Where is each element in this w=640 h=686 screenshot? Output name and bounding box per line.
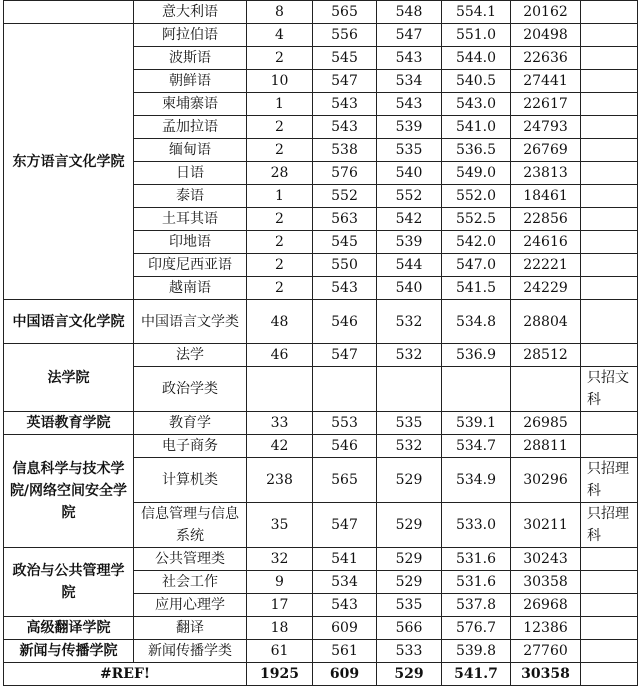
- note-cell: [581, 185, 638, 208]
- table-row: [4, 24, 638, 47]
- min-cell: 540: [377, 162, 442, 185]
- note-cell: [581, 594, 638, 617]
- min-cell: 539: [377, 231, 442, 254]
- major-cell: 电子商务: [134, 435, 247, 458]
- note-cell: [581, 47, 638, 70]
- total-note-cell: [581, 663, 638, 686]
- avg-cell: 541.0: [442, 116, 511, 139]
- avg-cell: 533.0: [442, 503, 511, 548]
- rank-cell: 30243: [511, 548, 581, 571]
- major-cell: 阿拉伯语: [134, 24, 247, 47]
- total-rank-cell: 30358: [511, 663, 581, 686]
- max-cell: 545: [313, 47, 377, 70]
- max-cell: 552: [313, 185, 377, 208]
- avg-cell: 540.5: [442, 70, 511, 93]
- note-cell: [581, 116, 638, 139]
- count-cell: 32: [247, 548, 313, 571]
- table-body: [4, 1, 638, 686]
- max-cell: 550: [313, 254, 377, 277]
- max-cell: 543: [313, 116, 377, 139]
- count-cell: 8: [247, 1, 313, 24]
- major-cell: 应用心理学: [134, 594, 247, 617]
- count-cell: 4: [247, 24, 313, 47]
- note-cell: [581, 344, 638, 367]
- major-cell: 越南语: [134, 277, 247, 300]
- rank-cell: 28512: [511, 344, 581, 367]
- count-cell: 10: [247, 70, 313, 93]
- max-cell: 547: [313, 503, 377, 548]
- rank-cell: 24793: [511, 116, 581, 139]
- count-cell: 9: [247, 571, 313, 594]
- min-cell: 535: [377, 139, 442, 162]
- note-cell: [581, 70, 638, 93]
- rank-cell: 26769: [511, 139, 581, 162]
- major-cell: 土耳其语: [134, 208, 247, 231]
- rank-cell: 30296: [511, 458, 581, 503]
- college-cell: 信息科学与技术学院/网络空间安全学院: [4, 435, 134, 548]
- table-row: [4, 548, 638, 571]
- rank-cell: 22856: [511, 208, 581, 231]
- total-count-cell: 1925: [247, 663, 313, 686]
- count-cell: 48: [247, 300, 313, 344]
- max-cell: 545: [313, 231, 377, 254]
- major-cell: 缅甸语: [134, 139, 247, 162]
- table-row: [4, 435, 638, 458]
- major-cell: 法学: [134, 344, 247, 367]
- note-cell: [581, 93, 638, 116]
- avg-cell: 539.8: [442, 640, 511, 663]
- min-cell: 539: [377, 116, 442, 139]
- major-cell: 意大利语: [134, 1, 247, 24]
- note-cell: [581, 640, 638, 663]
- count-cell: 1: [247, 93, 313, 116]
- max-cell: [313, 367, 377, 412]
- major-cell: 日语: [134, 162, 247, 185]
- max-cell: 563: [313, 208, 377, 231]
- max-cell: 565: [313, 1, 377, 24]
- major-cell: 中国语言文学类: [134, 300, 247, 344]
- major-cell: 柬埔寨语: [134, 93, 247, 116]
- min-cell: 543: [377, 93, 442, 116]
- max-cell: 565: [313, 458, 377, 503]
- count-cell: 2: [247, 139, 313, 162]
- rank-cell: 22617: [511, 93, 581, 116]
- avg-cell: 534.9: [442, 458, 511, 503]
- max-cell: 547: [313, 344, 377, 367]
- note-cell: [581, 162, 638, 185]
- total-max-cell: 609: [313, 663, 377, 686]
- rank-cell: 30358: [511, 571, 581, 594]
- college-cell: 中国语言文化学院: [4, 300, 134, 344]
- min-cell: 566: [377, 617, 442, 640]
- rank-cell: 23813: [511, 162, 581, 185]
- note-cell: [581, 277, 638, 300]
- rank-cell: [511, 367, 581, 412]
- count-cell: 2: [247, 116, 313, 139]
- max-cell: 543: [313, 93, 377, 116]
- major-cell: 社会工作: [134, 571, 247, 594]
- count-cell: 28: [247, 162, 313, 185]
- max-cell: 543: [313, 594, 377, 617]
- min-cell: 532: [377, 300, 442, 344]
- avg-cell: 547.0: [442, 254, 511, 277]
- rank-cell: 27441: [511, 70, 581, 93]
- major-cell: 孟加拉语: [134, 116, 247, 139]
- max-cell: 561: [313, 640, 377, 663]
- avg-cell: 536.9: [442, 344, 511, 367]
- note-cell: [581, 435, 638, 458]
- count-cell: 46: [247, 344, 313, 367]
- table-row: [4, 617, 638, 640]
- count-cell: 2: [247, 47, 313, 70]
- avg-cell: 554.1: [442, 1, 511, 24]
- max-cell: 553: [313, 412, 377, 435]
- min-cell: 529: [377, 548, 442, 571]
- table-row: [4, 300, 638, 344]
- table-row: [4, 1, 638, 24]
- avg-cell: 531.6: [442, 571, 511, 594]
- min-cell: 529: [377, 503, 442, 548]
- note-cell: [581, 254, 638, 277]
- max-cell: 609: [313, 617, 377, 640]
- min-cell: 552: [377, 185, 442, 208]
- rank-cell: 18461: [511, 185, 581, 208]
- avg-cell: 542.0: [442, 231, 511, 254]
- avg-cell: 537.8: [442, 594, 511, 617]
- total-avg-cell: 541.7: [442, 663, 511, 686]
- college-cell: 东方语言文化学院: [4, 24, 134, 300]
- min-cell: 532: [377, 435, 442, 458]
- max-cell: 541: [313, 548, 377, 571]
- note-cell: [581, 208, 638, 231]
- min-cell: 547: [377, 24, 442, 47]
- avg-cell: 539.1: [442, 412, 511, 435]
- min-cell: 535: [377, 594, 442, 617]
- rank-cell: 30211: [511, 503, 581, 548]
- major-cell: 泰语: [134, 185, 247, 208]
- note-cell: [581, 231, 638, 254]
- admission-scores-table: [3, 0, 638, 686]
- avg-cell: [442, 367, 511, 412]
- count-cell: 42: [247, 435, 313, 458]
- min-cell: 535: [377, 412, 442, 435]
- major-cell: 计算机类: [134, 458, 247, 503]
- avg-cell: 551.0: [442, 24, 511, 47]
- major-cell: 公共管理类: [134, 548, 247, 571]
- avg-cell: 549.0: [442, 162, 511, 185]
- count-cell: 17: [247, 594, 313, 617]
- note-cell: 只招文科: [581, 367, 638, 412]
- rank-cell: 22636: [511, 47, 581, 70]
- note-cell: [581, 412, 638, 435]
- total-label-cell: #REF!: [4, 663, 247, 686]
- max-cell: 543: [313, 277, 377, 300]
- count-cell: 2: [247, 254, 313, 277]
- avg-cell: 552.0: [442, 185, 511, 208]
- avg-cell: 576.7: [442, 617, 511, 640]
- min-cell: [377, 367, 442, 412]
- major-cell: 信息管理与信息系统: [134, 503, 247, 548]
- rank-cell: 26968: [511, 594, 581, 617]
- college-cell: 法学院: [4, 344, 134, 412]
- avg-cell: 552.5: [442, 208, 511, 231]
- total-min-cell: 529: [377, 663, 442, 686]
- note-cell: [581, 300, 638, 344]
- max-cell: 546: [313, 300, 377, 344]
- rank-cell: 28804: [511, 300, 581, 344]
- rank-cell: 20162: [511, 1, 581, 24]
- avg-cell: 534.8: [442, 300, 511, 344]
- count-cell: 35: [247, 503, 313, 548]
- note-cell: 只招理科: [581, 503, 638, 548]
- major-cell: 教育学: [134, 412, 247, 435]
- min-cell: 543: [377, 47, 442, 70]
- rank-cell: 24229: [511, 277, 581, 300]
- min-cell: 540: [377, 277, 442, 300]
- count-cell: 18: [247, 617, 313, 640]
- rank-cell: 28811: [511, 435, 581, 458]
- college-cell: 政治与公共管理学院: [4, 548, 134, 617]
- max-cell: 546: [313, 435, 377, 458]
- min-cell: 529: [377, 571, 442, 594]
- college-cell: [4, 1, 134, 24]
- major-cell: 翻译: [134, 617, 247, 640]
- rank-cell: 12386: [511, 617, 581, 640]
- avg-cell: 536.5: [442, 139, 511, 162]
- count-cell: 238: [247, 458, 313, 503]
- min-cell: 542: [377, 208, 442, 231]
- max-cell: 556: [313, 24, 377, 47]
- count-cell: 61: [247, 640, 313, 663]
- max-cell: 538: [313, 139, 377, 162]
- table-row: [4, 640, 638, 663]
- min-cell: 534: [377, 70, 442, 93]
- min-cell: 533: [377, 640, 442, 663]
- count-cell: [247, 367, 313, 412]
- max-cell: 534: [313, 571, 377, 594]
- note-cell: [581, 1, 638, 24]
- avg-cell: 541.5: [442, 277, 511, 300]
- note-cell: [581, 617, 638, 640]
- note-cell: [581, 548, 638, 571]
- table-row: [4, 412, 638, 435]
- count-cell: 2: [247, 231, 313, 254]
- note-cell: [581, 571, 638, 594]
- avg-cell: 531.6: [442, 548, 511, 571]
- note-cell: [581, 139, 638, 162]
- avg-cell: 534.7: [442, 435, 511, 458]
- count-cell: 2: [247, 208, 313, 231]
- count-cell: 33: [247, 412, 313, 435]
- min-cell: 548: [377, 1, 442, 24]
- major-cell: 朝鲜语: [134, 70, 247, 93]
- max-cell: 547: [313, 70, 377, 93]
- note-cell: 只招理科: [581, 458, 638, 503]
- college-cell: 新闻与传播学院: [4, 640, 134, 663]
- max-cell: 576: [313, 162, 377, 185]
- table-row: [4, 344, 638, 367]
- note-cell: [581, 24, 638, 47]
- college-cell: 高级翻译学院: [4, 617, 134, 640]
- min-cell: 529: [377, 458, 442, 503]
- major-cell: 印地语: [134, 231, 247, 254]
- count-cell: 1: [247, 185, 313, 208]
- avg-cell: 543.0: [442, 93, 511, 116]
- rank-cell: 22221: [511, 254, 581, 277]
- count-cell: 2: [247, 277, 313, 300]
- rank-cell: 24616: [511, 231, 581, 254]
- rank-cell: 20498: [511, 24, 581, 47]
- rank-cell: 26985: [511, 412, 581, 435]
- major-cell: 新闻传播学类: [134, 640, 247, 663]
- rank-cell: 27760: [511, 640, 581, 663]
- major-cell: 政治学类: [134, 367, 247, 412]
- college-cell: 英语教育学院: [4, 412, 134, 435]
- min-cell: 544: [377, 254, 442, 277]
- major-cell: 波斯语: [134, 47, 247, 70]
- total-row: [4, 663, 638, 686]
- major-cell: 印度尼西亚语: [134, 254, 247, 277]
- min-cell: 532: [377, 344, 442, 367]
- avg-cell: 544.0: [442, 47, 511, 70]
